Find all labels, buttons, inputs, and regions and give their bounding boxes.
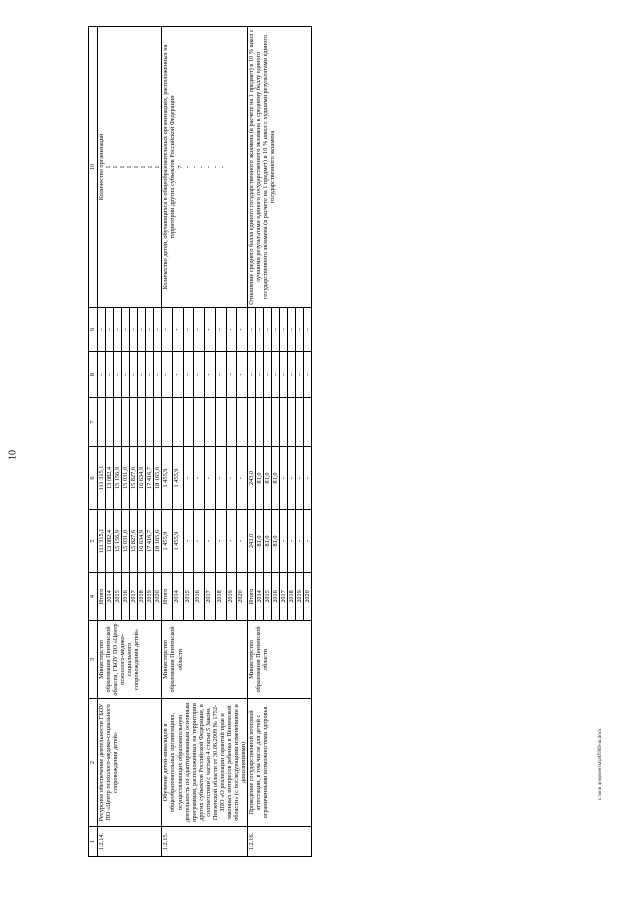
value-cell: 15 827,6 — [130, 447, 138, 510]
item-name: Проведение государственной итоговой аттестации, в том числе для детей с ограниченными возможностями здоровья — [247, 699, 311, 827]
indicator-value: 7 — [176, 165, 184, 169]
indicator-value: - — [183, 165, 191, 169]
table-row — [162, 27, 173, 857]
value-cell: - — [288, 308, 296, 352]
year-cell: 2015 — [183, 573, 194, 621]
footer-file-path: c:\мои документы\pdf\969-ш.docx — [598, 728, 603, 800]
value-cell: - — [215, 447, 226, 510]
indicator-value: 1 — [112, 165, 120, 169]
value-cell: 81,0 — [256, 510, 264, 573]
value-cell: - — [304, 447, 312, 510]
item-number: 1.2.14. — [98, 827, 162, 857]
value-cell: - — [264, 352, 272, 398]
value-cell: - — [226, 510, 237, 573]
column-number: 7 — [89, 398, 98, 447]
value-cell: - — [288, 447, 296, 510]
year-cell: 2019 — [146, 573, 154, 621]
value-cell — [237, 398, 248, 447]
value-cell: 15 827,6 — [130, 510, 138, 573]
year-cell: Итого — [98, 573, 106, 621]
value-cell — [215, 398, 226, 447]
value-cell — [106, 398, 114, 447]
table-row — [247, 27, 255, 857]
value-cell: - — [122, 352, 130, 398]
value-cell: - — [296, 510, 304, 573]
year-cell: 2017 — [205, 573, 216, 621]
value-cell — [205, 398, 216, 447]
value-cell — [114, 398, 122, 447]
value-cell: - — [288, 352, 296, 398]
indicator-value: 1 — [140, 165, 148, 169]
column-number: 10 — [89, 27, 98, 308]
value-cell: - — [226, 447, 237, 510]
value-cell: 15 031,0 — [122, 447, 130, 510]
value-cell: 243,0 — [247, 510, 255, 573]
value-cell — [296, 398, 304, 447]
value-cell: 1 455,9 — [173, 510, 184, 573]
value-cell — [130, 398, 138, 447]
value-cell — [247, 398, 255, 447]
column-number: 3 — [89, 621, 98, 699]
year-cell: 2020 — [237, 573, 248, 621]
column-number: 8 — [89, 352, 98, 398]
value-cell: - — [304, 510, 312, 573]
indicator-value: - — [204, 165, 212, 169]
indicator-value: - — [190, 165, 198, 169]
value-cell: - — [154, 308, 162, 352]
column-number: 1 — [89, 827, 98, 857]
indicator-value: 1 — [133, 165, 141, 169]
value-cell: - — [237, 447, 248, 510]
value-cell: - — [215, 352, 226, 398]
indicator-value: 1 — [154, 165, 162, 169]
value-cell: 15 156,9 — [114, 447, 122, 510]
value-cell: 81,0 — [272, 510, 280, 573]
indicator-value: 1 — [147, 165, 155, 169]
year-cell: 2014 — [106, 573, 114, 621]
indicator-value: - — [211, 165, 219, 169]
value-cell — [183, 398, 194, 447]
value-cell: - — [138, 308, 146, 352]
value-cell: 16 634,9 — [138, 447, 146, 510]
item-executor: Министерство образования Пензенской области — [247, 621, 311, 699]
year-cell: 2016 — [272, 573, 280, 621]
year-cell: 2015 — [264, 573, 272, 621]
value-cell: 15 031,0 — [122, 510, 130, 573]
item-name: Ресурсное обеспечение деятельности ГБОУ ПО «Центр психолого-медико-социального сопровождения детей» — [98, 699, 162, 827]
value-cell: - — [247, 308, 255, 352]
year-cell: 2015 — [114, 573, 122, 621]
value-cell: - — [183, 510, 194, 573]
value-cell: - — [296, 352, 304, 398]
value-cell: - — [173, 352, 184, 398]
value-cell: 13 082,4 — [106, 510, 114, 573]
year-cell: 2016 — [194, 573, 205, 621]
year-cell: 2018 — [138, 573, 146, 621]
value-cell: 81,0 — [264, 447, 272, 510]
value-cell: - — [194, 308, 205, 352]
indicator-cell — [247, 27, 311, 308]
year-cell: 2017 — [130, 573, 138, 621]
value-cell: - — [304, 308, 312, 352]
value-cell: - — [154, 352, 162, 398]
value-cell — [98, 398, 106, 447]
year-cell: 2018 — [215, 573, 226, 621]
indicator-value: - — [197, 165, 205, 169]
value-cell: - — [280, 308, 288, 352]
value-cell: - — [194, 510, 205, 573]
value-cell: - — [237, 308, 248, 352]
value-cell: 18 165,6 — [154, 510, 162, 573]
value-cell — [154, 398, 162, 447]
value-cell: - — [162, 352, 173, 398]
value-cell: 111 315,1 — [98, 447, 106, 510]
value-cell: - — [264, 308, 272, 352]
value-cell — [162, 398, 173, 447]
value-cell: - — [183, 447, 194, 510]
value-cell: - — [237, 352, 248, 398]
year-cell: 2020 — [304, 573, 312, 621]
column-number: 2 — [89, 699, 98, 827]
year-cell: 2018 — [288, 573, 296, 621]
value-cell — [146, 398, 154, 447]
value-cell: - — [296, 447, 304, 510]
column-number: 6 — [89, 447, 98, 510]
value-cell — [226, 398, 237, 447]
indicator-name: Отношение среднего балла единого государственного экзамена (в расчете на 1 предмет) в 10 % школ с лучшими результатами единого государственного экзамена к среднему баллу единого государственного экзамена (в расчете на 1 предмет) в 10 % школ с худшими результатами единого государственного экзамена — [247, 29, 277, 305]
program-table — [88, 26, 312, 857]
value-cell: - — [106, 352, 114, 398]
indicator-value: - — [218, 165, 226, 169]
year-cell: 2019 — [226, 573, 237, 621]
year-cell: 2017 — [280, 573, 288, 621]
value-cell — [288, 398, 296, 447]
value-cell: 13 082,4 — [106, 447, 114, 510]
value-cell: - — [256, 308, 264, 352]
value-cell: 15 156,9 — [114, 510, 122, 573]
year-cell: 2014 — [256, 573, 264, 621]
year-cell: 2016 — [122, 573, 130, 621]
item-name: Обучение детей-инвалидов в общеобразовательных организациях, осуществляющих образовательную деятельность по адаптированным основным программам, расположенных на территории других субъектов Российской Федерации, в соответствии с частью 4 статьи 5 Закона Пензенской области от 30.06.2009 № 1752-ЗПО «О реализации гарантий прав и законных интересов ребенка в Пензенской области» (с последующими изменениями и дополнениями) — [162, 699, 248, 827]
value-cell: 17 416,7 — [146, 447, 154, 510]
value-cell: - — [183, 352, 194, 398]
column-number-row — [89, 27, 98, 857]
item-executor: Министерство образования Пензенской области — [162, 621, 248, 699]
value-cell: - — [226, 308, 237, 352]
table-row — [98, 27, 106, 857]
value-cell — [256, 398, 264, 447]
value-cell: 16 634,9 — [138, 510, 146, 573]
item-executor: Министерство образования Пензенской области, ГБОУ ПО «Центр психолого-медико-социального сопровождения детей» — [98, 621, 162, 699]
value-cell: 111 315,1 — [98, 510, 106, 573]
indicator-cell — [98, 27, 162, 308]
value-cell: - — [280, 352, 288, 398]
indicator-cell — [162, 27, 248, 308]
value-cell: 243,0 — [247, 447, 255, 510]
value-cell: - — [173, 308, 184, 352]
value-cell: - — [205, 352, 216, 398]
value-cell — [138, 398, 146, 447]
value-cell: - — [247, 352, 255, 398]
value-cell: - — [114, 308, 122, 352]
page-number: 10 — [7, 450, 19, 460]
rotated-page — [88, 27, 568, 857]
value-cell: 1 455,9 — [162, 510, 173, 573]
value-cell: - — [288, 510, 296, 573]
value-cell — [304, 398, 312, 447]
value-cell: 81,0 — [272, 447, 280, 510]
value-cell: - — [98, 308, 106, 352]
year-cell: Итого — [247, 573, 255, 621]
value-cell: - — [272, 308, 280, 352]
item-number: 1.2.16. — [247, 827, 311, 857]
value-cell: 1 455,9 — [162, 447, 173, 510]
value-cell: - — [194, 447, 205, 510]
year-cell: 2014 — [173, 573, 184, 621]
value-cell: 17 416,7 — [146, 510, 154, 573]
value-cell: - — [194, 352, 205, 398]
value-cell — [122, 398, 130, 447]
value-cell: - — [138, 352, 146, 398]
value-cell: - — [226, 352, 237, 398]
value-cell — [173, 398, 184, 447]
value-cell: 1 455,9 — [173, 447, 184, 510]
value-cell: - — [146, 352, 154, 398]
value-cell: - — [296, 308, 304, 352]
value-cell — [264, 398, 272, 447]
column-number: 4 — [89, 573, 98, 621]
value-cell: - — [130, 308, 138, 352]
indicator-value: 1 — [105, 165, 113, 169]
value-cell: - — [237, 510, 248, 573]
year-cell: 2020 — [154, 573, 162, 621]
value-cell: - — [106, 308, 114, 352]
value-cell: - — [98, 352, 106, 398]
value-cell — [194, 398, 205, 447]
value-cell: - — [130, 352, 138, 398]
value-cell — [272, 398, 280, 447]
value-cell: - — [205, 308, 216, 352]
item-number: 1.2.15. — [162, 827, 248, 857]
indicator-name: Количество организаций — [98, 133, 105, 201]
value-cell — [280, 398, 288, 447]
value-cell: 81,0 — [256, 447, 264, 510]
value-cell: - — [205, 447, 216, 510]
value-cell: - — [215, 308, 226, 352]
indicator-value: 1 — [126, 165, 134, 169]
value-cell: - — [114, 352, 122, 398]
value-cell: - — [205, 510, 216, 573]
value-cell: 81,0 — [264, 510, 272, 573]
value-cell: 18 165,6 — [154, 447, 162, 510]
year-cell: Итого — [162, 573, 173, 621]
value-cell: - — [122, 308, 130, 352]
column-number: 9 — [89, 308, 98, 352]
value-cell: - — [215, 510, 226, 573]
value-cell: - — [304, 352, 312, 398]
value-cell: - — [280, 447, 288, 510]
value-cell: - — [146, 308, 154, 352]
year-cell: 2019 — [296, 573, 304, 621]
column-number: 5 — [89, 510, 98, 573]
value-cell: - — [280, 510, 288, 573]
value-cell: - — [162, 308, 173, 352]
indicator-name: Количество детей, обучающихся в общеобразовательных организациях, расположенных на территории других субъектов Российской Федерации — [162, 44, 177, 290]
value-cell: - — [183, 308, 194, 352]
value-cell: - — [272, 352, 280, 398]
indicator-value: 1 — [119, 165, 127, 169]
value-cell: - — [256, 352, 264, 398]
